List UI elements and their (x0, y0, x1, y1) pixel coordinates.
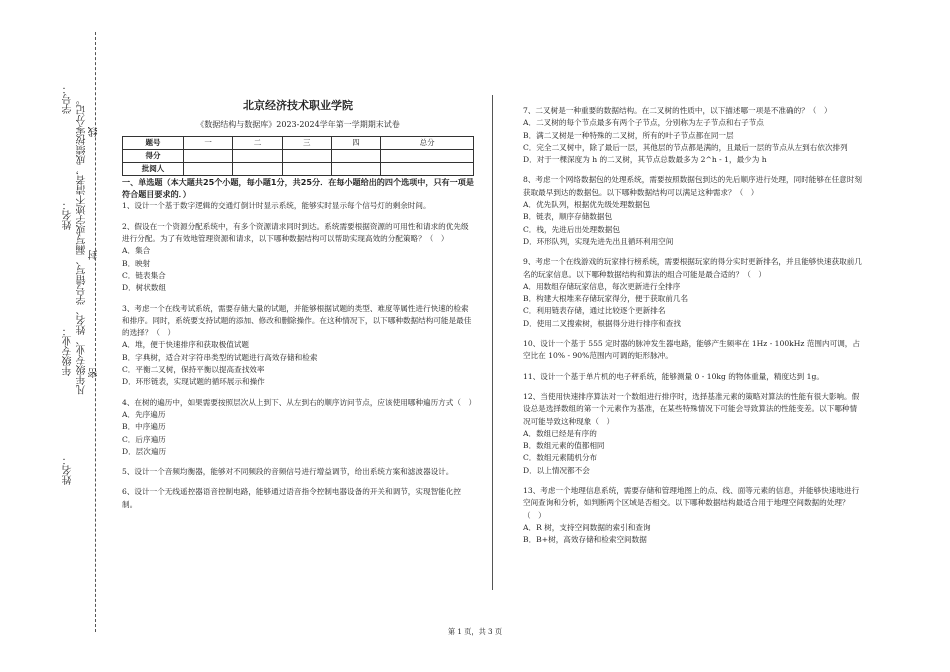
score-row-label: 批阅人 (123, 163, 184, 176)
question-stem: 6、设计一个无线遥控器语音控制电路，能够通过语音指令控制电器设备的开关和调节，实现智能化控制。 (122, 487, 461, 509)
question-option: C．后序遍历 (122, 434, 166, 444)
question-option: D．使用二叉搜索树，根据得分进行排序和查找 (523, 318, 681, 328)
question-stem: 9、考虑一个在线游戏的玩家排行榜系统，需要根据玩家的得分实时更新排名，并且能够快速获取前几名的玩家信息。以下哪种数据结构和算法的组合可能是最合适的？（ ） (523, 257, 862, 279)
question-stem: 10、设计一个基于 555 定时器的脉冲发生器电路，能够产生频率在 1Hz - 100kHz 范围内可调，占空比在 10% - 90%范围内可调的矩形脉冲。 (523, 339, 860, 361)
score-table-row (123, 163, 474, 176)
question-option: C．完全二叉树中，除了最后一层，其他层的节点都是满的，且最后一层的节点从左到右依次排列 (523, 142, 848, 152)
question-stem: 3、考虑一个在线考试系统，需要存储大量的试题，并能够根据试题的类型、难度等属性进行快速的检索和排序。同时，系统要支持试题的添加、修改和删除操作。在这种情况下，以下哪种数据结构可能是最佳的选择？（ ） (122, 303, 472, 338)
question-option: D．环形链表，实现试题的循环展示和操作 (122, 377, 265, 387)
score-header-cell: 题号 (123, 136, 184, 149)
left-column (122, 99, 477, 511)
score-header-cell: 三 (282, 136, 331, 149)
question-option: A．二叉树的每个节点最多有两个子节点，分别称为左子节点和右子节点 (523, 118, 764, 128)
question-option: B．中序遍历 (122, 422, 166, 432)
score-cell (282, 149, 331, 162)
score-table (122, 136, 474, 177)
score-header-cell: 总分 (381, 136, 474, 149)
right-column (523, 105, 863, 547)
score-table-row (123, 149, 474, 162)
binding-notice: 凡年级专业、姓名、学号错写、漏写或字迹不清者，成绩按零分记。 (77, 95, 88, 395)
question-option: B．构建大根堆来存储玩家得分，便于获取前几名 (523, 294, 689, 304)
score-cell (233, 163, 282, 176)
question-stem: 12、当使用快速排序算法对一个数组进行排序时，选择基准元素的策略对算法的性能有很大影响。假设总是选择数组的第一个元素作为基准，在某些特殊情况下可能会导致算法的性能变差。以下哪种情况可能导致这种现象（ ） (523, 391, 860, 426)
question-option: C．数组元素随机分布 (523, 453, 598, 463)
binding-mi-mark: 密 (89, 368, 100, 378)
question-option: D．环形队列，实现先进先出且循环利用空间 (523, 236, 674, 246)
question-option: D．树状数组 (122, 283, 167, 293)
question-stem: 1、设计一个基于数字逻辑的交通灯倒计时显示系统，能够实时显示每个信号灯的剩余时间。 (122, 201, 431, 211)
score-header-cell: 四 (331, 136, 380, 149)
score-table-header-row (123, 136, 474, 149)
score-cell (184, 149, 233, 162)
question-option: B．B+树，高效存储和检索空间数据 (523, 535, 647, 545)
question-stem: 13、考虑一个地理信息系统，需要存储和管理地图上的点、线、面等元素的信息，并能够快速地进行空间查询和分析，如判断两个区域是否相交。以下哪种数据结构最适合用于地理空间数据的处理？（ ） (523, 486, 860, 520)
question-stem: 5、设计一个音频均衡器，能够对不同频段的音频信号进行增益调节，给出系统方案和滤波器设计。 (122, 467, 454, 477)
question-option: A．集合 (122, 246, 151, 256)
binding-feng-mark: 封 (89, 250, 100, 260)
score-cell (282, 163, 331, 176)
score-cell (331, 149, 380, 162)
school-title: 北京经济技术职业学院 (243, 99, 353, 112)
question-option: A．R 树，支持空间数据的索引和查询 (523, 522, 651, 532)
score-cell (331, 163, 380, 176)
question-option: B．满二叉树是一种特殊的二叉树，所有的叶子节点都在同一层 (523, 130, 734, 140)
binding-dashed-line-outer (95, 32, 96, 632)
question-option: D．对于一棵深度为 h 的二叉树，其节点总数最多为 2^h - 1，最少为 h (523, 155, 767, 165)
binding-grade-label: 年级专业： (63, 326, 74, 376)
score-cell (381, 149, 474, 162)
page-footer: 第 1 页，共 3 页 (447, 627, 503, 636)
question-stem: 7、二叉树是一种重要的数据结构。在二叉树的性质中，以下描述哪一项是不准确的？（ ） (523, 106, 832, 115)
question-option: B．映射 (122, 258, 151, 268)
exam-title: 《数据结构与数据库》2023-2024学年第一学期期末试卷 (196, 120, 400, 130)
question-option: A．数组已经是有序的 (523, 428, 597, 438)
question-option: C．链表集合 (122, 270, 166, 280)
question-stem: 4、在树的遍历中，如果需要按照层次从上到下、从左到右的顺序访问节点，应该使用哪种遍历方式（ ） (122, 397, 477, 407)
question-option: A．堆，便于快速排序和获取极值试题 (122, 340, 249, 350)
score-cell (184, 163, 233, 176)
question-stem: 2、假设在一个资源分配系统中，有多个资源请求同时到达。系统需要根据资源的可用性和请求的优先级进行分配。为了有效地管理资源和请求，以下哪种数据结构可以帮助实现高效的分配策略？（ ） (122, 221, 469, 244)
score-header-cell: 二 (233, 136, 282, 149)
question-option: A．优先队列，根据优先级处理数据包 (523, 200, 650, 210)
question-stem: 8、考虑一个网络数据包的处理系统，需要按照数据包到达的先后顺序进行处理，同时能够在任意时刻获取最早到达的数据包。以下哪种数据结构可以满足这种需求？（ ） (523, 175, 862, 197)
question-stem: 11、设计一个基于单片机的电子秤系统，能够测量 0 - 10kg 的物体重量，精度达到 1g。 (523, 371, 824, 381)
question-option: C．利用链表存储，通过比较逐个更新排名 (523, 306, 666, 316)
binding-margin (0, 0, 115, 672)
binding-name-label: 姓名： (63, 200, 74, 230)
question-option: A．用数组存储玩家信息，每次更新进行全排序 (523, 281, 681, 291)
question-option: C．平衡二叉树，保持平衡以提高查找效率 (122, 365, 265, 375)
question-option: B．字典树，适合对字符串类型的试题进行高效存储和检索 (122, 352, 318, 362)
section-title: 一、单选题（本大题共25个小题，每小题1分，共25分．在每小题给出的四个选项中，只有一项是符合题目要求的．） (122, 177, 474, 200)
question-option: B．数组元素的值都相同 (523, 441, 605, 451)
binding-xian-mark: 线 (89, 127, 100, 137)
score-header-cell: 一 (184, 136, 233, 149)
question-option: B．链表，顺序存储数据包 (523, 212, 613, 222)
question-option: D．层次遍历 (122, 446, 167, 456)
score-row-label: 得分 (123, 149, 184, 162)
question-option: A．先序遍历 (122, 409, 166, 419)
question-option: C．栈，先进后出处理数据包 (523, 224, 620, 234)
binding-id-label: 学号： (63, 84, 74, 114)
question-option: D．以上情况都不会 (523, 465, 590, 475)
binding-school-label: 姓名： (63, 455, 74, 485)
score-cell (381, 163, 474, 176)
score-cell (233, 149, 282, 162)
column-divider (492, 95, 493, 590)
